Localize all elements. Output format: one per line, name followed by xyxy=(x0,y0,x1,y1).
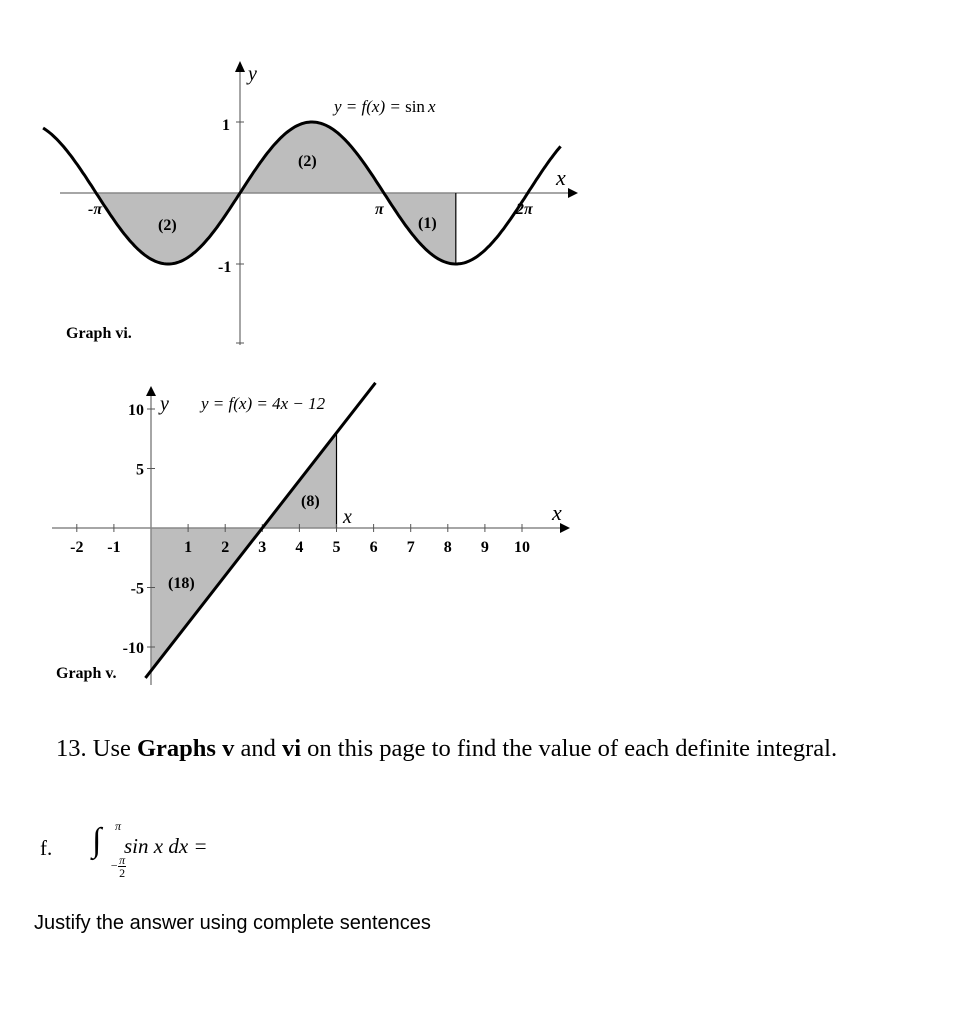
y-tick-label: -10 xyxy=(122,640,144,657)
x-tick-label: 6 xyxy=(369,539,378,556)
instruction-text: Justify the answer using complete sentences xyxy=(34,912,431,934)
x-tick-label: -2 xyxy=(70,539,84,556)
graph-v-y-ticks xyxy=(123,402,155,657)
question-bold-vi: vi xyxy=(281,735,302,762)
x-tick-label: 5 xyxy=(332,539,341,556)
graph-v-x-label-mid: x xyxy=(343,506,352,528)
y-tick-label: 5 xyxy=(136,461,144,479)
graph-v-x-label: x xyxy=(552,500,562,525)
question-13: 13. Use Graphs v and vi on this page to find the value of each definite integral. xyxy=(56,735,838,762)
graph-vi-region-label-1: (2) xyxy=(298,153,317,170)
graph-v-equation: y = f(x) = 4x − 12 xyxy=(201,394,326,413)
graph-v-caption: Graph v. xyxy=(56,665,117,682)
graph-vi-region-label-2: (1) xyxy=(418,215,437,232)
graph-vi-equation: y = f(x) = sin x xyxy=(334,97,436,116)
graph-vi-tick-2pi: 2π xyxy=(516,201,533,218)
graph-vi-tick-neg-pi: -π xyxy=(88,201,103,218)
graph-vi-x-label: x xyxy=(556,165,566,190)
part-f-label: f. xyxy=(40,836,53,860)
integral-lower-limit: − $\frac{\pi}{2}$ xyxy=(110,853,126,880)
graph-v-region-label-0: (8) xyxy=(301,493,320,510)
x-tick-label: 10 xyxy=(514,539,530,556)
integral-upper-limit: π xyxy=(115,819,122,833)
graph-v-y-arrow xyxy=(146,386,156,396)
graph-vi-tick-neg1: -1 xyxy=(218,259,232,276)
integral-sign-icon: ∫ xyxy=(92,822,102,859)
graph-vi-tick-pi: π xyxy=(375,201,384,218)
integrand: sin x dx = xyxy=(124,834,208,858)
graph-vi-y-arrow xyxy=(235,61,245,72)
y-tick-label: -5 xyxy=(130,580,144,598)
x-tick-label: -1 xyxy=(107,539,121,556)
graph-vi-region-label-0: (2) xyxy=(158,217,177,234)
graph-v-x-ticks xyxy=(70,524,530,556)
y-tick-label: 10 xyxy=(128,402,144,419)
graph-vi-y-label: y xyxy=(248,63,257,85)
x-tick-label: 4 xyxy=(295,539,304,556)
graph-vi xyxy=(43,61,578,345)
integral-expression xyxy=(84,818,324,888)
graph-v-region-label-1: (18) xyxy=(168,575,195,592)
x-tick-label: 1 xyxy=(184,539,193,556)
graph-vi-caption: Graph vi. xyxy=(66,325,132,342)
graph-vi-tick-1: 1 xyxy=(222,117,230,134)
x-tick-label: 2 xyxy=(221,539,230,556)
graph-v xyxy=(52,383,570,685)
x-tick-label: 9 xyxy=(480,539,489,556)
x-tick-label: 3 xyxy=(258,539,267,556)
graph-v-y-label: y xyxy=(160,393,169,415)
x-tick-label: 8 xyxy=(443,539,452,556)
question-number: 13. xyxy=(56,735,87,762)
question-bold-graphs: Graphs v xyxy=(136,735,235,762)
x-tick-label: 7 xyxy=(406,539,415,556)
graph-vi-x-arrow xyxy=(568,188,578,198)
